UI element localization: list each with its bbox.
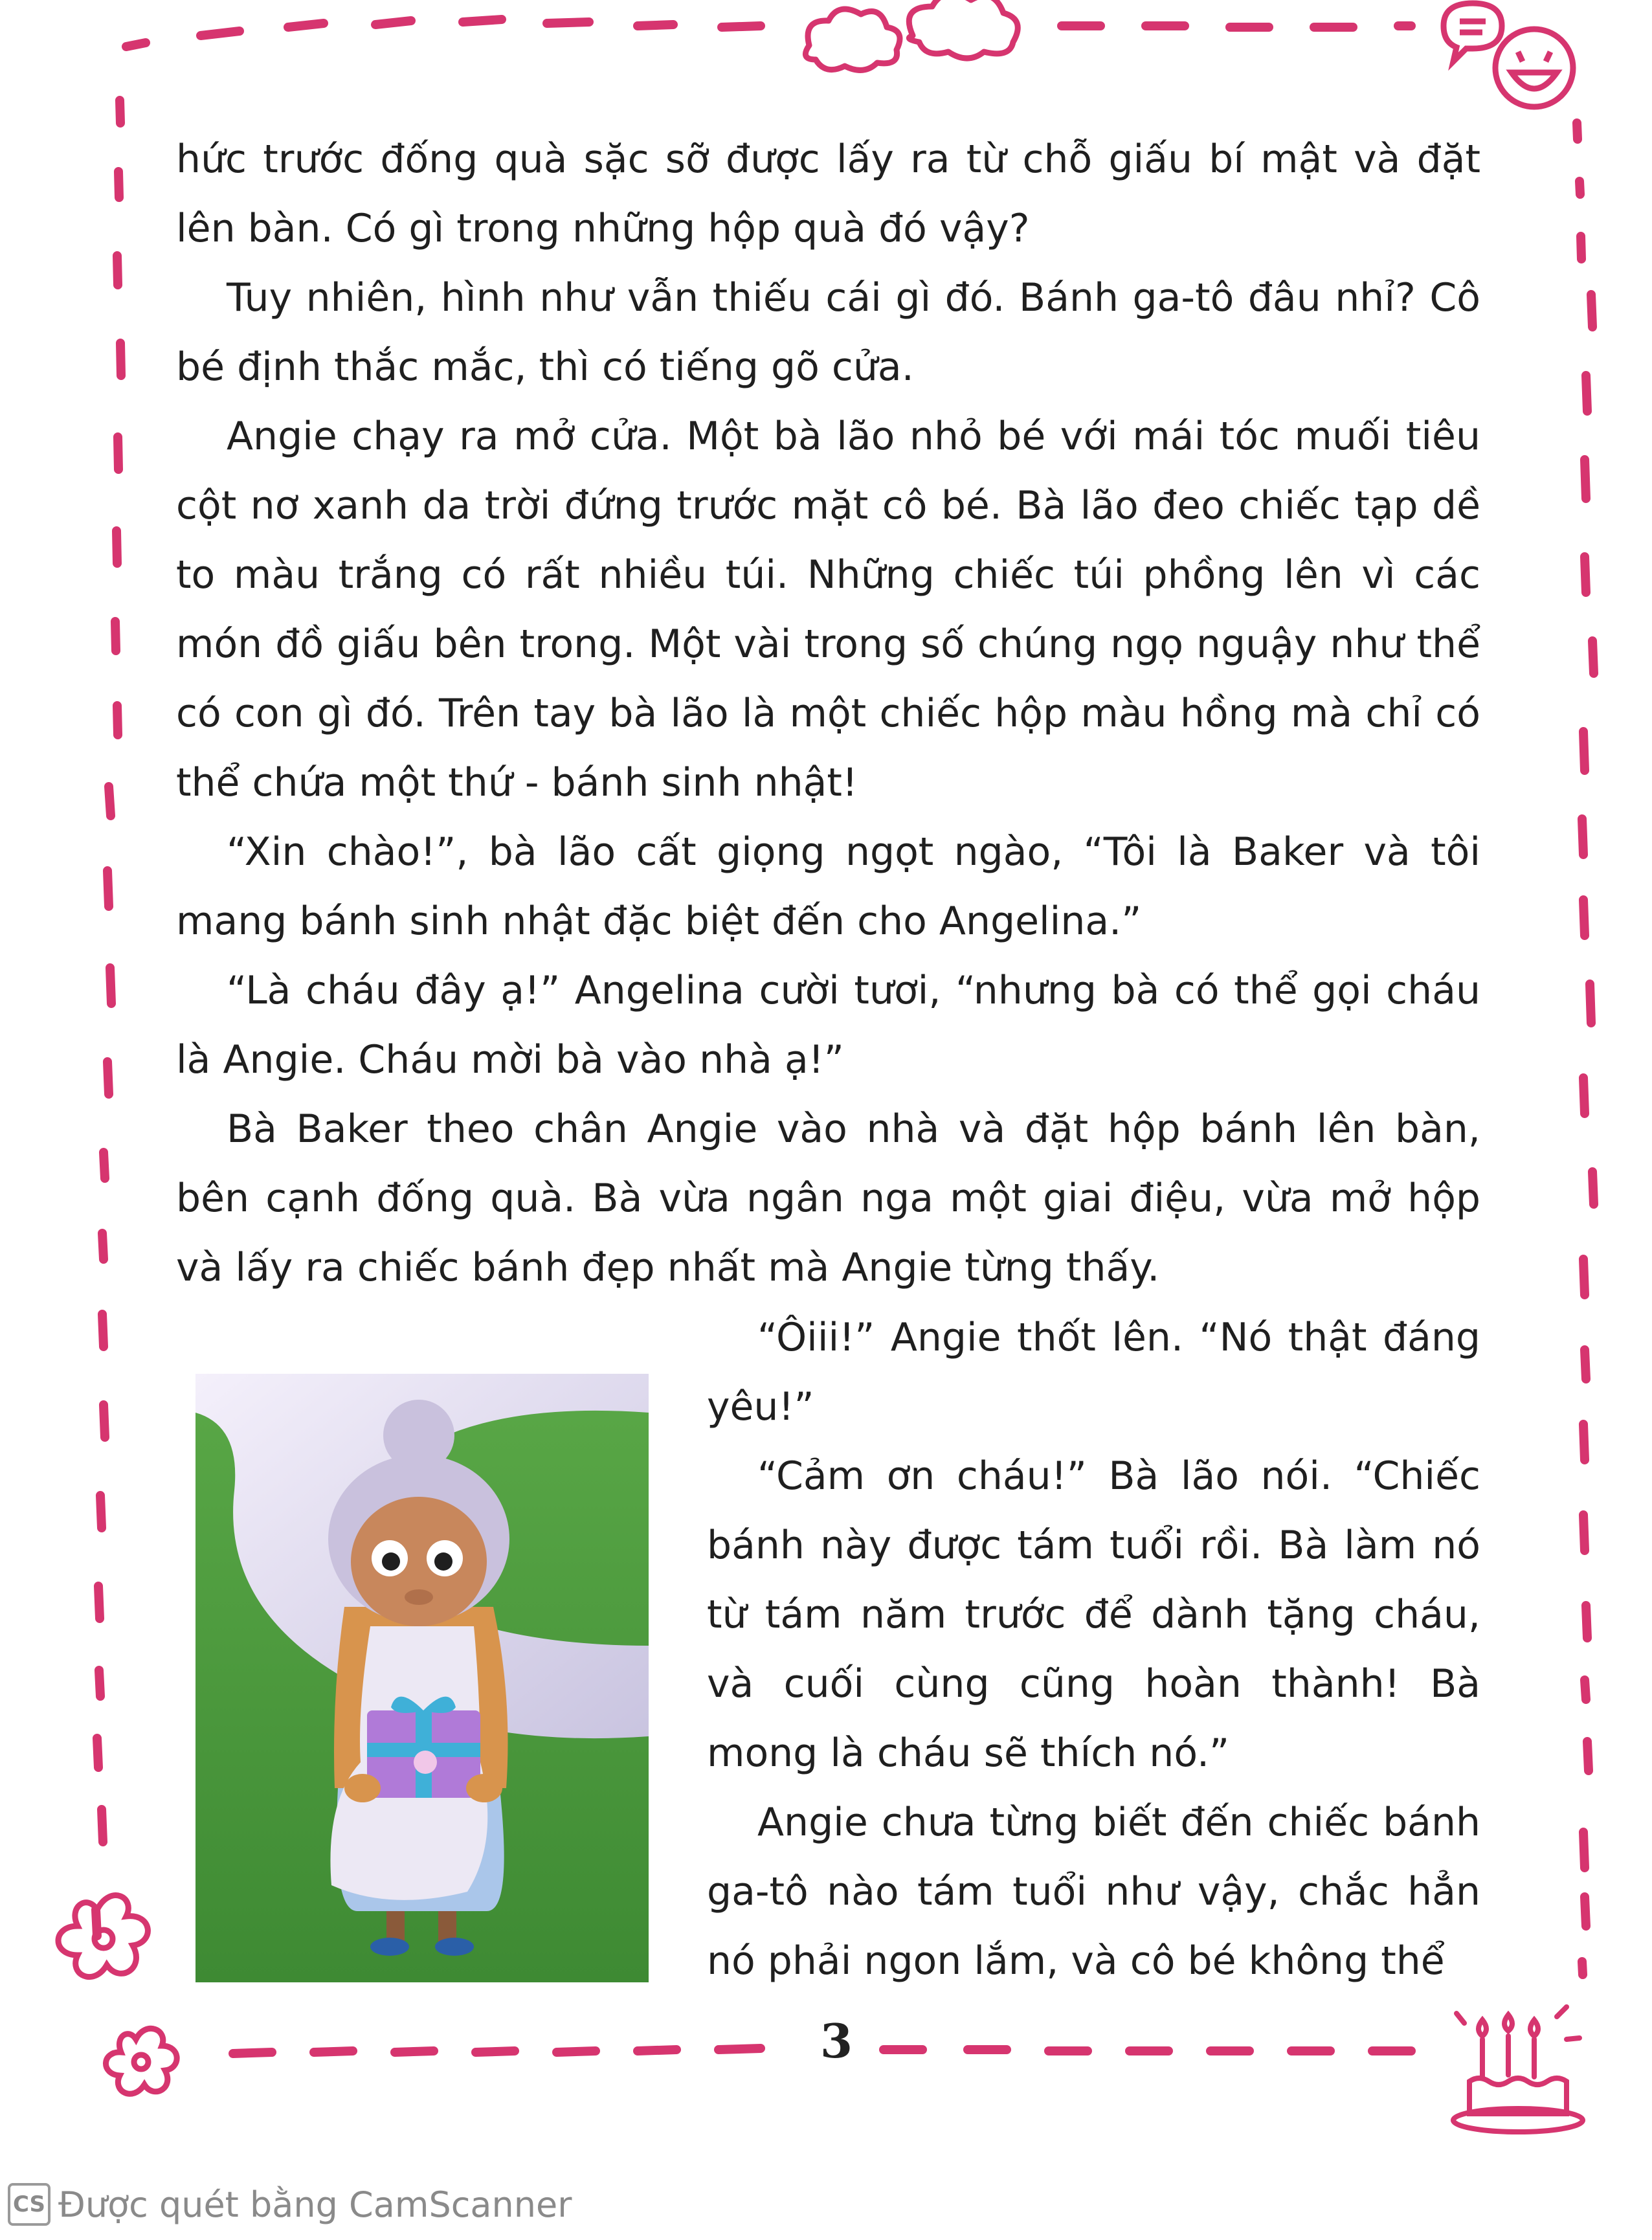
paragraph: Angie chạy ra mở cửa. Một bà lão nhỏ bé với mái tóc muối tiêu cột nơ xanh da trời đứng trước mặt cô bé. Bà lão đeo chiếc tạp dề to màu trắng có rất nhiều túi. Những chiếc túi phồng lên vì các món đồ giấu bên trong. Một vài trong số chúng ngọ nguậy như thể có con gì đó. Trên tay bà lão là một chiếc hộp màu hồng mà chỉ có thể chứa một thứ - bánh sinh nhật! [176,414,1480,805]
grandmother-illustration [195,1374,649,1982]
story-text-side [707,1303,1480,1996]
camscanner-watermark [8,2178,572,2230]
birthday-cake-icon [1453,2007,1583,2132]
camscanner-logo-icon: CS [8,2183,50,2226]
paragraph: Tuy nhiên, hình như vẫn thiếu cái gì đó. Bánh ga-tô đâu nhỉ? Cô bé định thắc mắc, thì có tiếng gõ cửa. [176,275,1480,390]
story-text-top [176,125,1480,1303]
paragraph: “Cảm ơn cháu!” Bà lão nói. “Chiếc bánh này được tám tuổi rồi. Bà làm nó từ tám năm trước để dành tặng cháu, và cuối cùng cũng hoàn thành! Bà mong là cháu sẽ thích nó.” [707,1453,1480,1776]
cloud-icon [805,0,1018,70]
smiley-icon [1444,3,1573,107]
paragraph: “Ôiii!” Angie thốt lên. “Nó thật đáng yêu!” [707,1315,1480,1429]
flower-icon [58,1896,177,2094]
paragraph: “Xin chào!”, bà lão cất giọng ngọt ngào, “Tôi là Baker và tôi mang bánh sinh nhật đặc biệt đến cho Angelina.” [176,829,1480,944]
paragraph: hức trước đống quà sặc sỡ được lấy ra từ chỗ giấu bí mật và đặt lên bàn. Có gì trong những hộp quà đó vậy? [176,137,1480,251]
paragraph: “Là cháu đây ạ!” Angelina cười tươi, “nhưng bà có thể gọi cháu là Angie. Cháu mời bà vào nhà ạ!” [176,968,1480,1082]
watermark-text: Được quét bằng CamScanner [58,2184,572,2225]
page-number: 3 [820,2013,853,2068]
paragraph: Bà Baker theo chân Angie vào nhà và đặt hộp bánh lên bàn, bên cạnh đống quà. Bà vừa ngân nga một giai điệu, vừa mở hộp và lấy ra chiếc bánh đẹp nhất mà Angie từng thấy. [176,1106,1480,1290]
paragraph: Angie chưa từng biết đến chiếc bánh ga-tô nào tám tuổi như vậy, chắc hẳn nó phải ngon lắm, và cô bé không thể [707,1800,1480,1984]
